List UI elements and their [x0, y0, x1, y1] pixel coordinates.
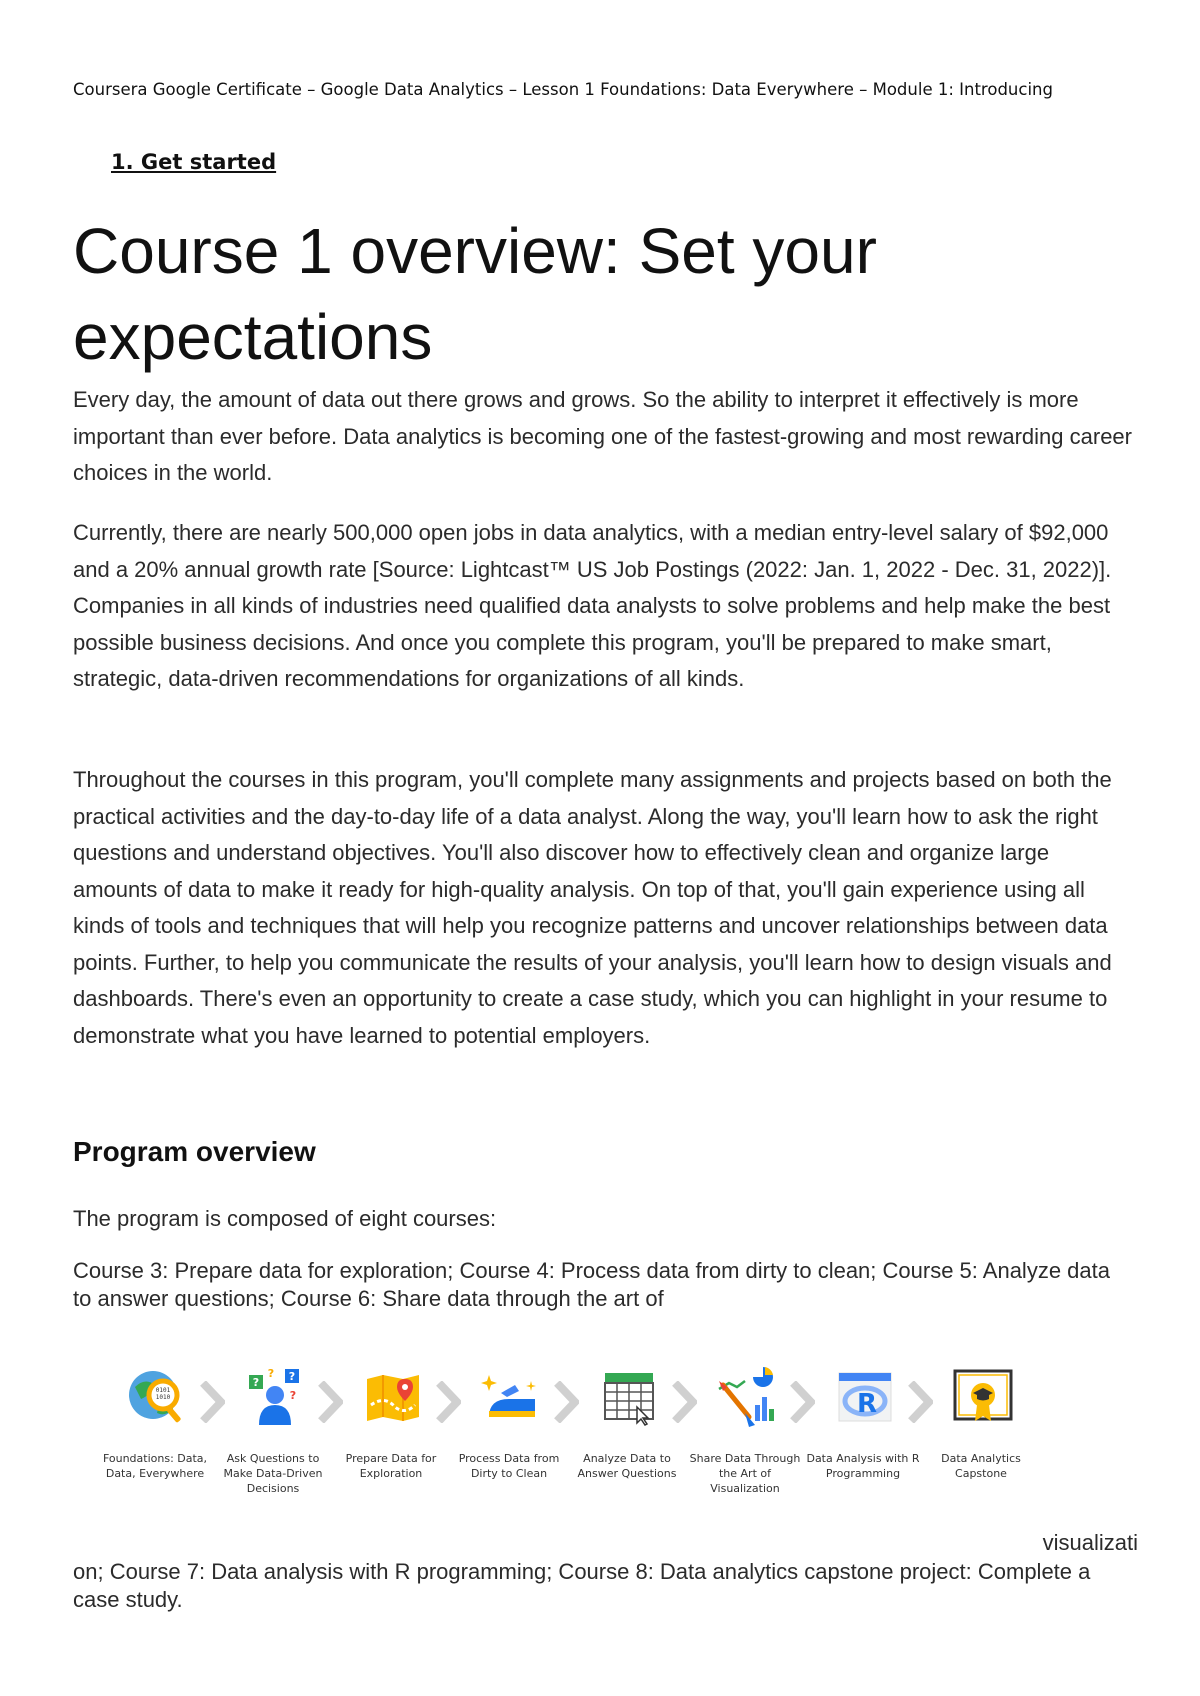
course-step-label: Ask Questions to Make Data-Driven Decisions — [223, 1452, 323, 1495]
program-courses-diagram — [95, 1365, 1095, 1505]
course-step-label: Process Data from Dirty to Clean — [458, 1452, 560, 1480]
course-step-label: Data Analytics Capstone — [941, 1452, 1021, 1480]
svg-text:0101: 0101 — [155, 1387, 171, 1394]
paintbrush-chart-icon — [715, 1365, 779, 1429]
courses-text-b2: on; Course 7: Data analysis with R programming; Course 8: Data analytics capstone project: Complete a case study. — [73, 1559, 1091, 1612]
document-header: Coursera Google Certificate – Google Data Analytics – Lesson 1 Foundations: Data Everywhere – Module 1: Introducing — [73, 80, 1053, 99]
svg-text:?: ? — [288, 1370, 296, 1383]
svg-text:?: ? — [289, 1389, 297, 1402]
person-questions-icon — [243, 1365, 307, 1429]
paragraph-2: Currently, there are nearly 500,000 open jobs in data analytics, with a median entry-level salary of $92,000 and a 20% annual growth rate [Source: Lightcast™ US Job Postings (2022: Jan. 1, 2022 - Dec. 31, 2022)]. Companies in all kinds of industries need qualified data analysts to solve problems and help make the best possible business decisions. And once you complete this program, you'll be prepared to make smart, strategic, data-driven recommendations for organizations of all kinds. — [73, 520, 1112, 691]
course-step-label: Data Analysis with R Programming — [806, 1452, 920, 1480]
globe-magnifier-icon — [125, 1365, 189, 1429]
course-step-label: Analyze Data to Answer Questions — [577, 1452, 677, 1480]
chevron-right-icon — [199, 1381, 225, 1423]
r-logo-icon — [833, 1365, 897, 1429]
svg-text:?: ? — [267, 1367, 275, 1380]
svg-text:1010: 1010 — [155, 1394, 171, 1401]
program-intro: The program is composed of eight courses: — [73, 1206, 497, 1231]
section-step-heading: 1. Get started — [111, 150, 277, 174]
courses-text-a: Course 3: Prepare data for exploration; Course 4: Process data from dirty to clean; Course 5: Analyze data to answer questions; Course 6: Share data through the art of — [73, 1258, 1110, 1311]
svg-text:R: R — [856, 1389, 878, 1419]
certificate-badge-icon — [951, 1365, 1015, 1429]
course-step-label: Prepare Data for Exploration — [345, 1452, 437, 1480]
paragraph-1: Every day, the amount of data out there grows and grows. So the ability to interpret it effectively is more important than ever before. Data analytics is becoming one of the fastest-growing and most rewarding career choices in the world. — [73, 387, 1132, 485]
chevron-right-icon — [317, 1381, 343, 1423]
chevron-right-icon — [789, 1381, 815, 1423]
courses-text-b1: visualizati — [1042, 1530, 1138, 1555]
course-step-label: Share Data Through the Art of Visualization — [689, 1452, 801, 1495]
chevron-right-icon — [671, 1381, 697, 1423]
course-step-label: Foundations: Data, Data, Everywhere — [102, 1452, 208, 1480]
paragraph-3: Throughout the courses in this program, you'll complete many assignments and projects based on both the practical activities and the day-to-day life of a data analyst. Along the way, you'll learn how to ask the right questions and understand objectives. You'll also discover how to effectively clean and organize large amounts of data to make it ready for high-quality analysis. On top of that, you'll gain experience using all kinds of tools and techniques that will help you recognize patterns and uncover relationships between data points. Further, to help you communicate the results of your analysis, you'll learn how to design visuals and dashboards. There's even an opportunity to create a case study, which you can highlight in your resume to demonstrate what you have learned to potential employers. — [73, 767, 1112, 1048]
chevron-right-icon — [553, 1381, 579, 1423]
svg-text:?: ? — [252, 1376, 260, 1389]
map-pin-icon — [361, 1365, 425, 1429]
cleaning-iron-icon — [479, 1365, 543, 1429]
chevron-right-icon — [435, 1381, 461, 1423]
page-title: Course 1 overview: Set your expectations — [73, 215, 877, 373]
program-overview-heading: Program overview — [73, 1136, 316, 1167]
spreadsheet-icon — [597, 1365, 661, 1429]
chevron-right-icon — [907, 1381, 933, 1423]
